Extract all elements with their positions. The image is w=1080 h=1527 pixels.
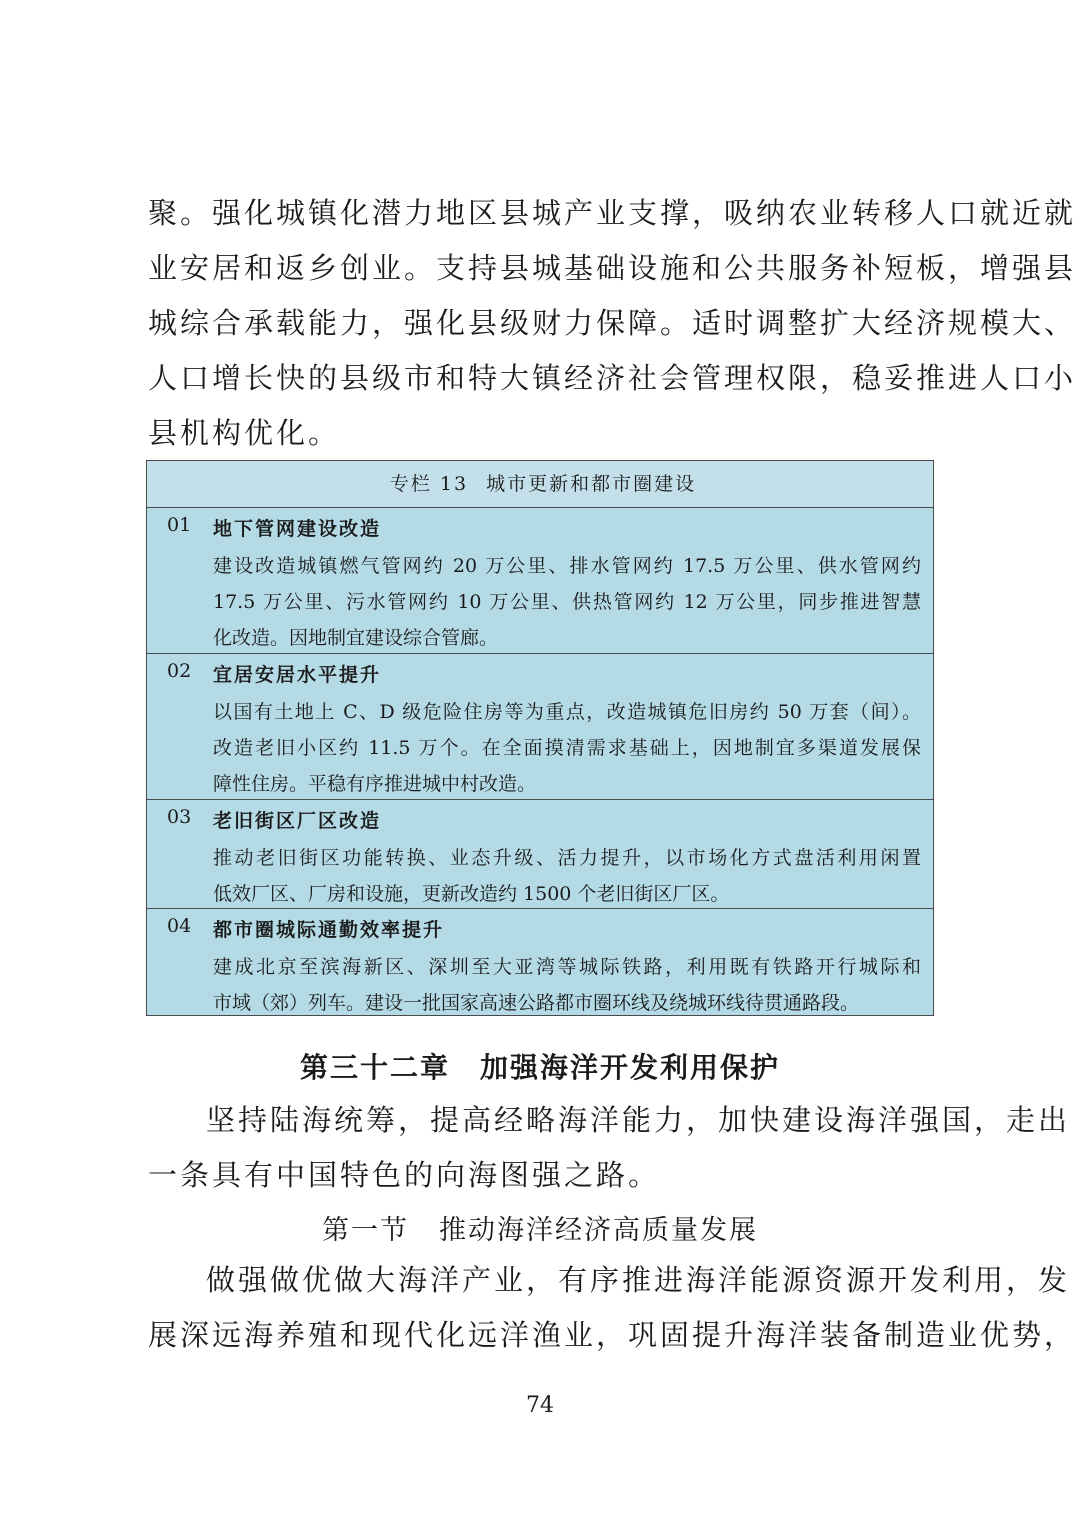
item-line: 改造老旧小区约 11.5 万个。在全面摸清需求基础上，因地制宜多渠道发展保 bbox=[213, 737, 921, 759]
chapter-heading bbox=[0, 1046, 1080, 1086]
item-line: 建成北京至滨海新区、深圳至大亚湾等城际铁路，利用既有铁路开行城际和 bbox=[213, 956, 921, 978]
intro-paragraph bbox=[148, 186, 1077, 461]
item-number: 01 bbox=[167, 514, 192, 536]
section-heading bbox=[0, 1208, 1080, 1247]
intro-line: 聚。强化城镇化潜力地区县城产业支撑，吸纳农业转移人口就近就 bbox=[148, 196, 1077, 230]
item-line: 推动老旧街区功能转换、业态升级、活力提升，以市场化方式盘活利用闲置 bbox=[213, 847, 921, 869]
column-item-02 bbox=[147, 654, 933, 800]
item-line: 以国有土地上 C、D 级危险住房等为重点，改造城镇危旧房约 50 万套（间）。 bbox=[213, 701, 921, 723]
intro-line: 业安居和返乡创业。支持县城基础设施和公共服务补短板，增强县 bbox=[148, 251, 1077, 285]
intro-line: 城综合承载能力，强化县级财力保障。适时调整扩大经济规模大、 bbox=[148, 306, 1077, 340]
item-line: 市域（郊）列车。建设一批国家高速公路都市圈环线及绕城环线待贯通路段。 bbox=[213, 992, 860, 1014]
item-body bbox=[213, 840, 921, 912]
item-body bbox=[213, 949, 921, 1021]
intro-line: 县机构优化。 bbox=[148, 416, 341, 450]
page-number: 74 bbox=[526, 1393, 554, 1418]
intro-line: 人口增长快的县级市和特大镇经济社会管理权限，稳妥推进人口小 bbox=[148, 361, 1077, 395]
chapter-line: 一条具有中国特色的向海图强之路。 bbox=[148, 1158, 661, 1192]
item-heading: 地下管网建设改造 bbox=[213, 518, 382, 540]
section-line: 做强做优做大海洋产业，有序推进海洋能源资源开发利用，发 bbox=[206, 1263, 1071, 1297]
item-line: 17.5 万公里、污水管网约 10 万公里、供热管网约 12 万公里，同步推进智慧 bbox=[213, 591, 921, 613]
chapter-number: 第三十二章 bbox=[299, 1051, 450, 1084]
item-number: 03 bbox=[167, 806, 192, 828]
item-number: 04 bbox=[167, 915, 192, 937]
column-item-04 bbox=[147, 909, 933, 1015]
section-paragraph bbox=[148, 1253, 1077, 1363]
item-body bbox=[213, 548, 921, 656]
column-box-label: 专栏 13 bbox=[389, 473, 469, 495]
chapter-paragraph bbox=[148, 1093, 1071, 1203]
section-line: 展深远海养殖和现代化远洋渔业，巩固提升海洋装备制造业优势， bbox=[148, 1318, 1077, 1352]
item-heading: 都市圈城际通勤效率提升 bbox=[213, 919, 445, 941]
item-heading: 老旧街区厂区改造 bbox=[213, 810, 382, 832]
item-line: 建设改造城镇燃气管网约 20 万公里、排水管网约 17.5 万公里、供水管网约 bbox=[213, 555, 921, 577]
item-line: 障性住房。平稳有序推进城中村改造。 bbox=[213, 773, 537, 795]
section-number: 第一节 bbox=[322, 1215, 409, 1246]
column-box bbox=[146, 460, 934, 1016]
section-title: 推动海洋经济高质量发展 bbox=[439, 1215, 758, 1246]
column-box-heading: 城市更新和都市圈建设 bbox=[486, 473, 697, 495]
item-heading: 宜居安居水平提升 bbox=[213, 664, 382, 686]
item-line: 化改造。因地制宜建设综合管廊。 bbox=[213, 627, 499, 649]
column-item-03 bbox=[147, 800, 933, 909]
chapter-title: 加强海洋开发利用保护 bbox=[480, 1051, 781, 1084]
item-line: 低效厂区、厂房和设施，更新改造约 1500 个老旧街区厂区。 bbox=[213, 883, 730, 905]
item-number: 02 bbox=[167, 660, 192, 682]
column-box-title bbox=[147, 461, 933, 508]
item-body bbox=[213, 694, 921, 802]
chapter-line: 坚持陆海统筹，提高经略海洋能力，加快建设海洋强国，走出 bbox=[206, 1103, 1071, 1137]
column-item-01 bbox=[147, 508, 933, 654]
